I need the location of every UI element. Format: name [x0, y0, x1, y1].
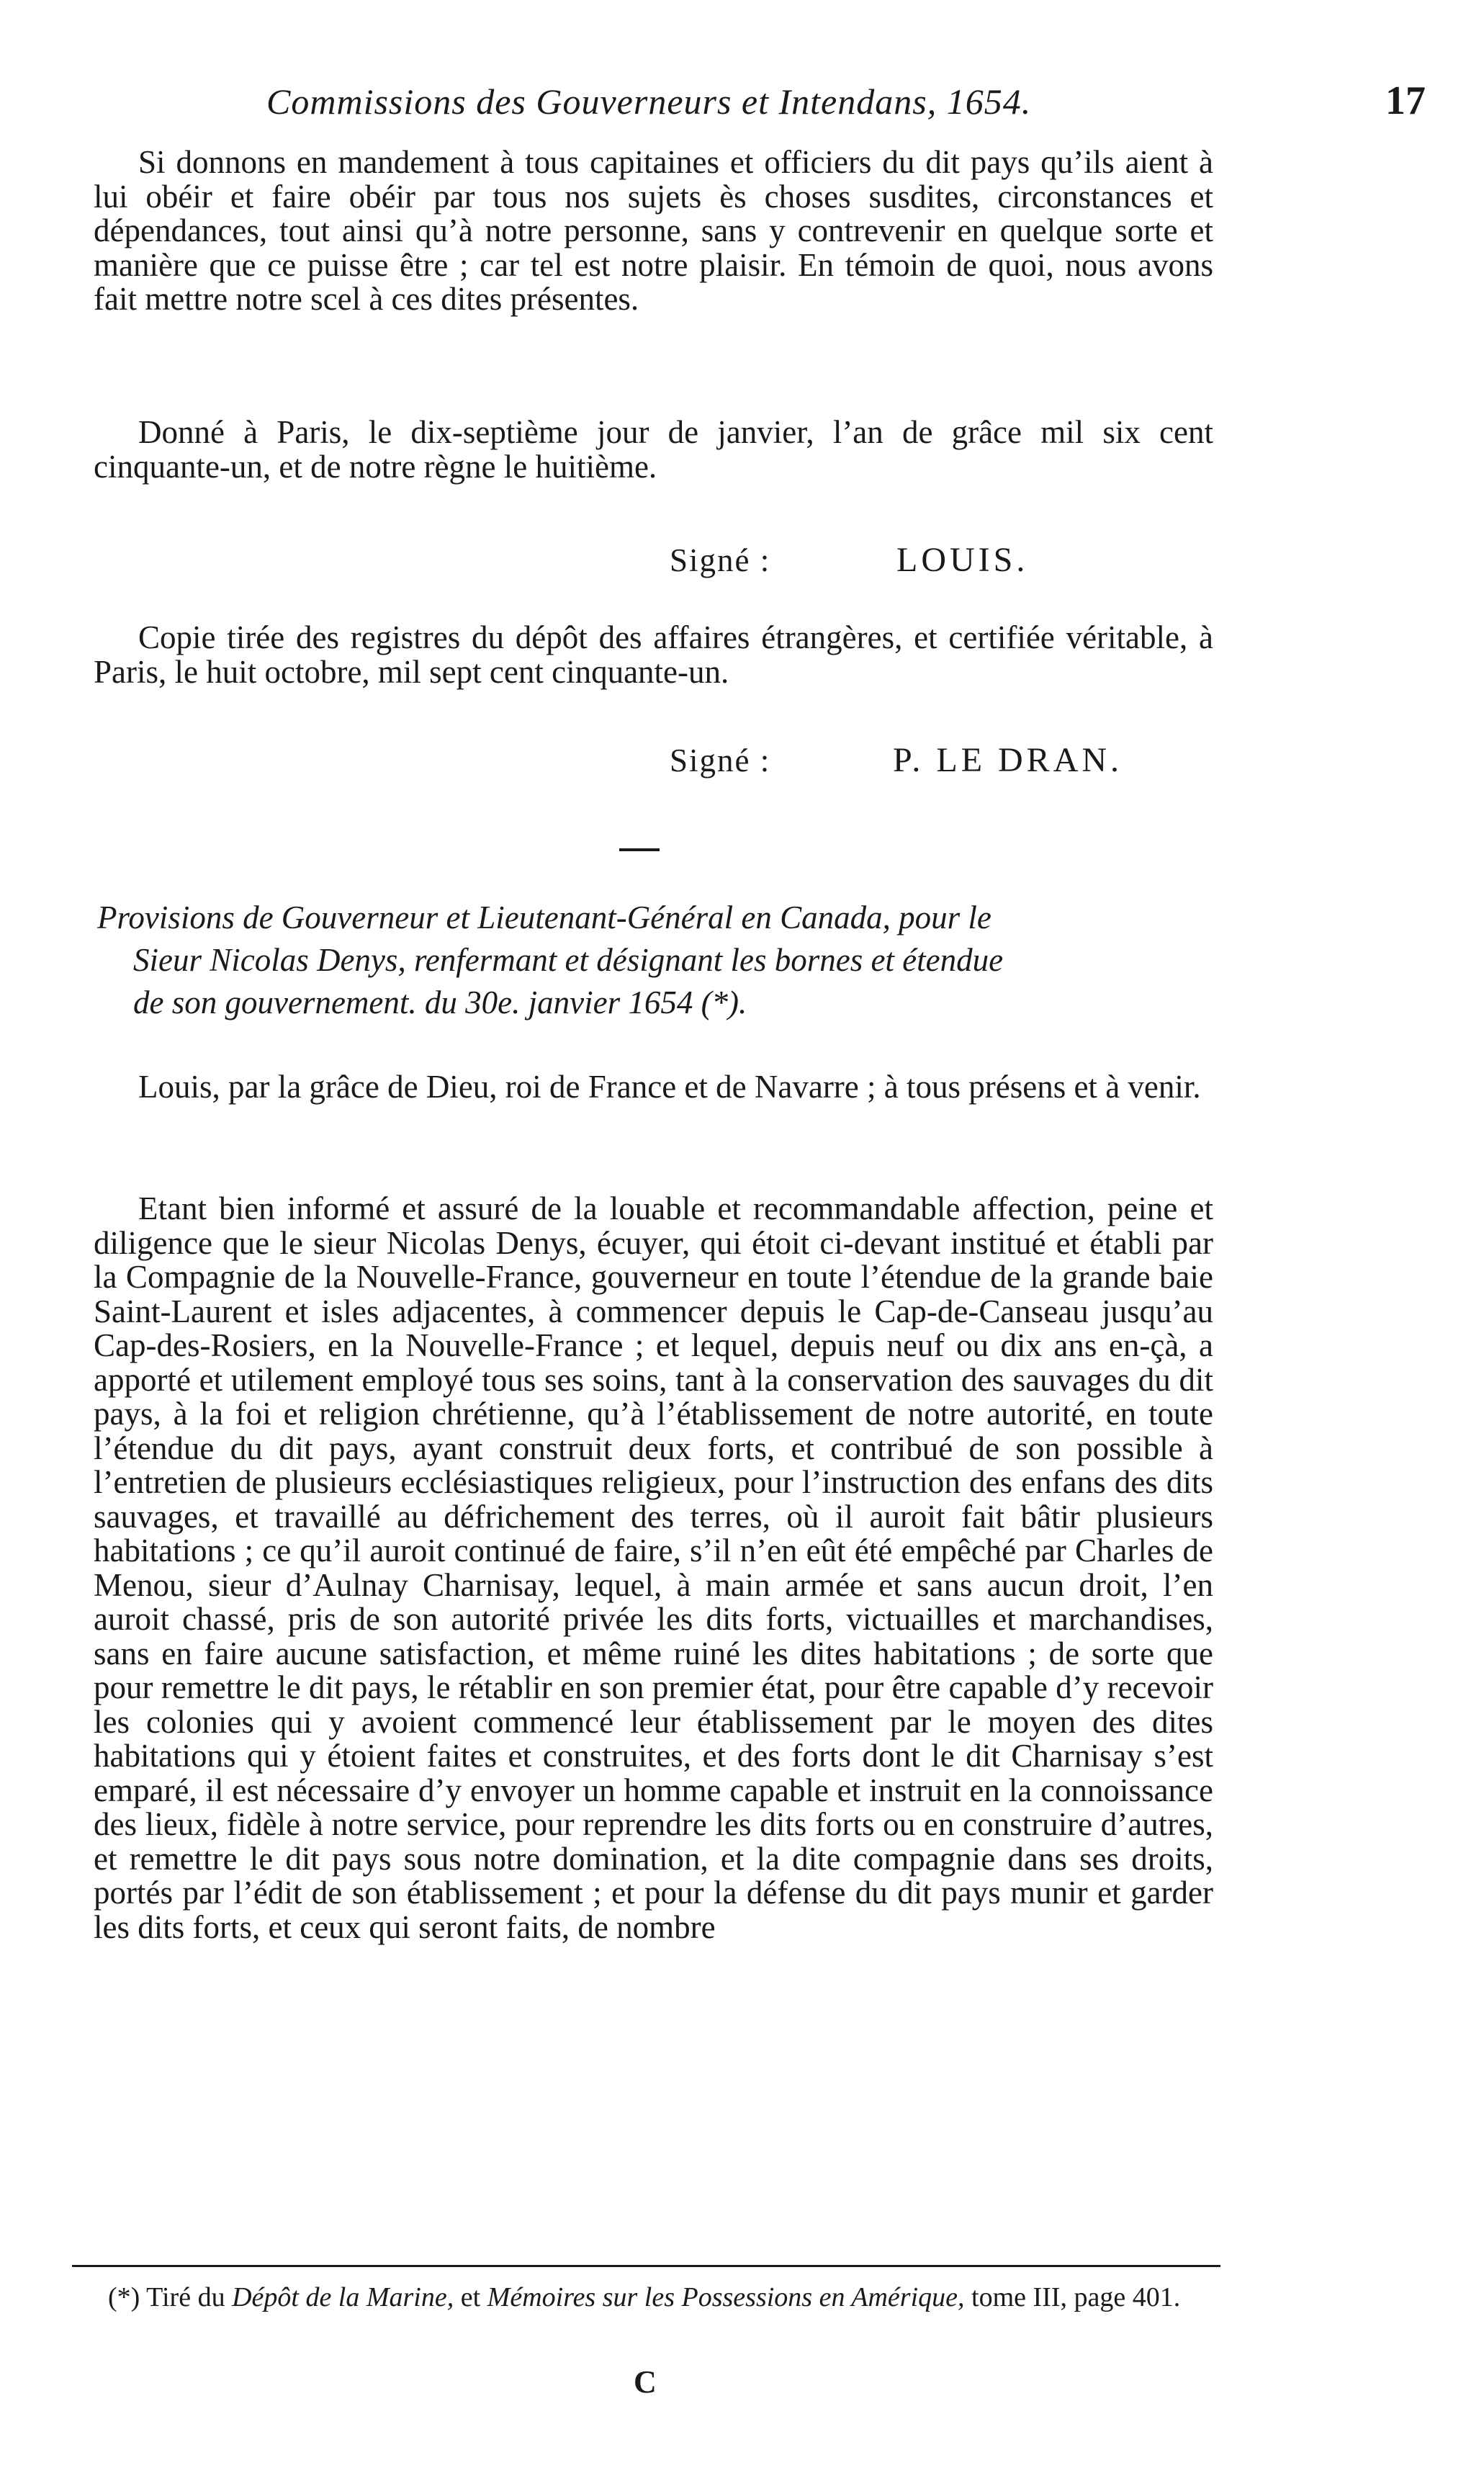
- running-head: Commissions des Gouverneurs et Intendans, 1654.: [266, 81, 1032, 122]
- page-number: 17: [1385, 78, 1426, 123]
- footnote-source: Dépôt de la Marine,: [232, 2282, 454, 2312]
- paragraph-copie: Copie tirée des registres du dépôt des affaires étrangères, et certifiée véritable, à Paris, le huit octobre, mil sept cent cinquante-un.: [94, 619, 1213, 690]
- signature-name: LOUIS.: [896, 541, 1029, 579]
- footnote-marker: (*) Tiré du: [108, 2282, 233, 2312]
- paragraph-donne: Donné à Paris, le dix-septième jour de janvier, l’an de grâce mil six cent cinquante-un, et de notre règne le huitième.: [94, 414, 1213, 485]
- footnote-rule: [72, 2265, 1220, 2267]
- title-line: de son gouvernement. du 30e. janvier 1654 (*).: [133, 984, 747, 1020]
- signature-label: Signé :: [670, 742, 771, 778]
- footnote-tail: tome III, page 401.: [964, 2282, 1181, 2312]
- paragraph-louis: Louis, par la grâce de Dieu, roi de France et de Navarre ; à tous présens et à venir.: [138, 1069, 1201, 1105]
- title-line: Provisions de Gouverneur et Lieutenant-Général en Canada, pour le: [97, 899, 991, 935]
- paragraph-mandement: Si donnons en mandement à tous capitaines et officiers du dit pays qu’ils aient à lui obéir et faire obéir par tous nos sujets ès choses susdites, circonstances et dépendances, tout ainsi qu’à notre personne, sans y contrevenir en quelque sorte et manière que ce puisse être ; car tel est notre plaisir. En témoin de quoi, nous avons fait mettre notre scel à ces dites présentes.: [94, 144, 1213, 317]
- section-title: [97, 897, 1213, 1024]
- title-line: Sieur Nicolas Denys, renfermant et désignant les bornes et étendue: [133, 942, 1004, 978]
- section-divider: [619, 848, 660, 851]
- signature-name: P. LE DRAN.: [893, 741, 1123, 779]
- paragraph-etant: Etant bien informé et assuré de la louable et recommandable affection, peine et diligence que le sieur Nicolas Denys, écuyer, qui étoit ci-devant institué et établi par la Compagnie de la Nouvelle-France, gouverneur en toute l’étendue de la grande baie Saint-Laurent et isles adjacentes, à commencer depuis le Cap-de-Canseau jusqu’au Cap-des-Rosiers, en la Nouvelle-France ; et lequel, depuis neuf ou dix ans en-çà, a apporté et utilement employé tous ses soins, tant à la conservation des sauvages du dit pays, à la foi et religion chrétienne, qu’à l’établissement de notre autorité, en toute l’étendue du dit pays, ayant construit deux forts, et contribué de son possible à l’entretien de plusieurs ecclésiastiques religieux, pour l’instruction des enfans des dits sauvages, et travaillé au défrichement des terres, où il auroit fait bâtir plusieurs habitations ; ce qu’il auroit continué de faire, s’il n’en eût été empêché par Charles de Menou, sieur d’Aulnay Charnisay, lequel, à main armée et sans aucun droit, l’en auroit chassé, pris de son autorité privée les dits forts, victuailles et marchandises, sans en faire aucune satisfaction, et même ruiné les dites habitations ; de sorte que pour remettre le dit pays, le rétablir en son premier état, pour être capable d’y recevoir les colonies qui y avoient commencé leur établissement par le moyen des dites habitations qui y étoient faites et construites, et des forts dont le dit Charnisay s’est emparé, il est nécessaire d’y envoyer un homme capable et instruit en la connoissance des lieux, fidèle à notre service, pour reprendre les dits forts ou en construire d’autres, et remettre le dit pays sous notre domination, et la dite compagnie dans ses droits, portés par l’édit de son établissement ; et pour la défense du dit pays munir et garder les dits forts, et ceux qui seront faits, de nombre: [94, 1190, 1213, 1945]
- footnote-connector: et: [454, 2282, 487, 2312]
- signature-mark: C: [634, 2364, 657, 2400]
- page-header: [94, 78, 1426, 131]
- signature-label: Signé :: [670, 542, 771, 578]
- footnote: [72, 2281, 1217, 2313]
- footnote-source: Mémoires sur les Possessions en Amérique,: [487, 2282, 965, 2312]
